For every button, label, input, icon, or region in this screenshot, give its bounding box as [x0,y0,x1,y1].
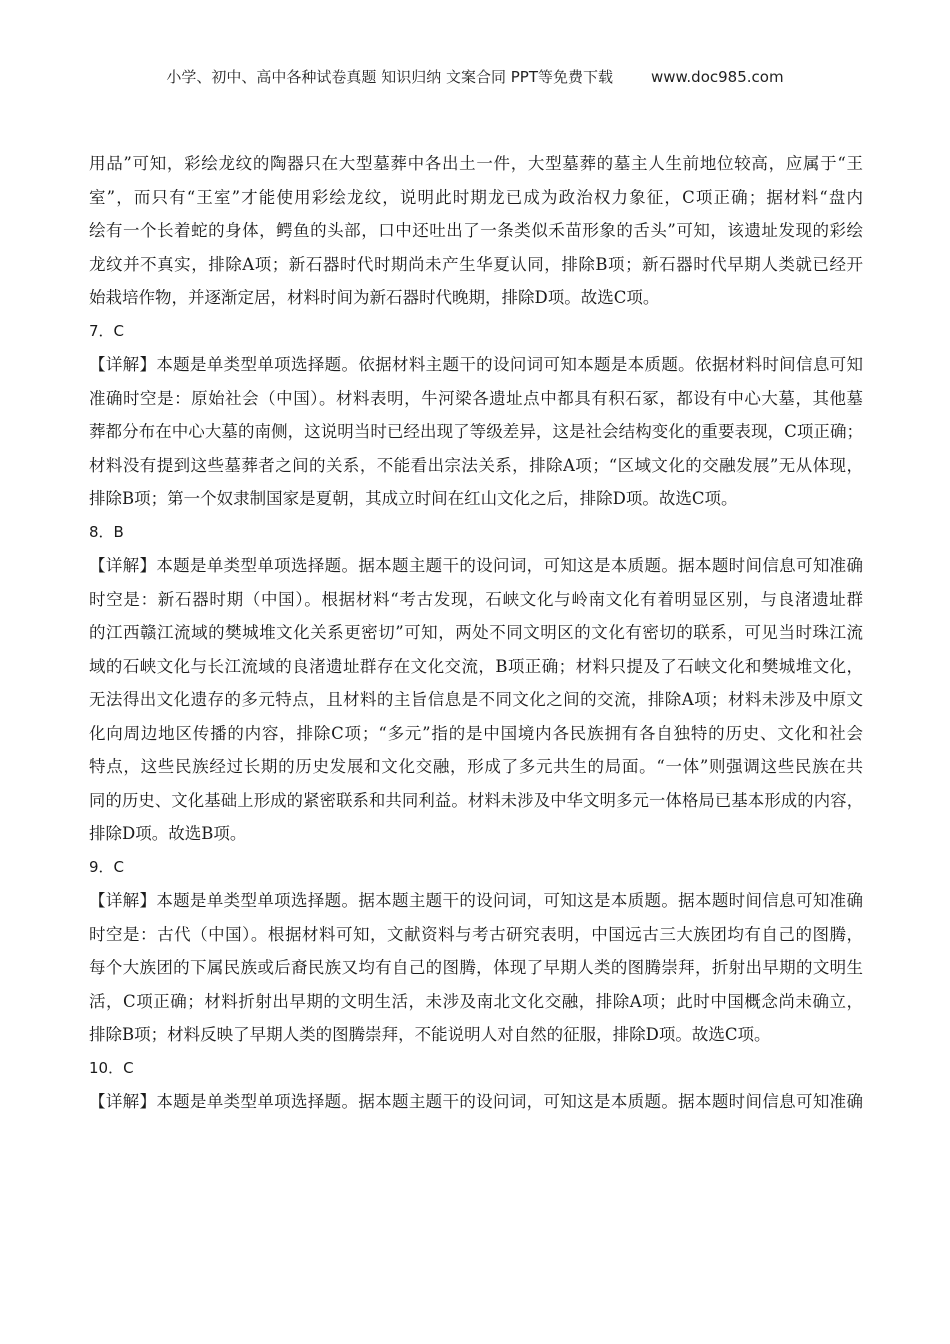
text-line: 室”，而只有“王室”才能使用彩绘龙纹，说明此时期龙已成为政治权力象征，C项正确；据材料“盘内 [89,187,863,207]
text-line: 【详解】本题是单类型单项选择题。依据材料主题干的设问词可知本题是本质题。依据材料时间信息可知 [89,355,863,374]
text-line: 材料没有提到这些墓葬者之间的关系，不能看出宗法关系，排除A项；“区域文化的交融发展”无从体现， [89,455,863,475]
text-line: 用品”可知，彩绘龙纹的陶器只在大型墓葬中各出土一件，大型墓葬的墓主人生前地位较高，应属于“王 [89,154,863,173]
answer-label: 8．B [89,522,124,541]
header-site-link[interactable]: www.doc985.com [650,68,784,86]
text-line: 的江西赣江流域的樊城堆文化关系更密切”可知，两处不同文明区的文化有密切的联系，可见当时珠江流 [89,623,863,642]
text-line: 域的石峡文化与长江流域的良渚遗址群存在文化交流，B项正确；材料只提及了石峡文化和樊城堆文化， [89,656,863,676]
text-line: 始栽培作物，并逐渐定居，材料时间为新石器时代晚期，排除D项。故选C项。 [89,288,660,307]
answer-label: 9．C [89,857,125,876]
text-line: 龙纹并不真实，排除A项；新石器时代时期尚未产生华夏认同，排除B项；新石器时代早期人类就已经开 [89,254,863,274]
page-header [0,66,950,87]
text-line: 化向周边地区传播的内容，排除C项；“多元”指的是中国境内各民族拥有各自独特的历史、文化和社会 [89,723,863,743]
text-line: 特点，这些民族经过长期的历史发展和文化交融，形成了多元共生的局面。“一体”则强调这些民族在共 [89,757,863,776]
answer-label: 7．C [89,321,125,340]
answer-label: 10．C [89,1058,134,1077]
text-line: 排除B项；第一个奴隶制国家是夏朝，其成立时间在红山文化之后，排除D项。故选C项。 [89,489,738,508]
text-line: 排除D项。故选B项。 [89,824,247,843]
text-line: 无法得出文化遗存的多元特点，且材料的主旨信息是不同文化之间的交流，排除A项；材料未涉及中原文 [89,690,863,709]
text-line: 时空是：新石器时期（中国）。根据材料“考古发现，石峡文化与岭南文化有着明显区别，与良渚遗址群 [89,589,863,609]
text-line: 准确时空是：原始社会（中国）。材料表明，牛河梁各遗址点中都具有积石冢，都设有中心大墓，其他墓 [89,388,863,408]
text-line: 活，C项正确；材料折射出早期的文明生活，未涉及南北文化交融，排除A项；此时中国概念尚未确立， [89,991,863,1011]
text-line: 每个大族团的下属民族或后裔民族又均有自己的图腾，体现了早期人类的图腾崇拜，折射出早期的文明生 [89,958,863,977]
text-line: 【详解】本题是单类型单项选择题。据本题主题干的设问词，可知这是本质题。据本题时间信息可知准确 [89,1092,863,1111]
document-body [89,147,863,1119]
text-line: 葬都分布在中心大墓的南侧，这说明当时已经出现了等级差异，这是社会结构变化的重要表现，C项正确； [89,422,863,441]
text-line: 时空是：古代（中国）。根据材料可知，文献资料与考古研究表明，中国远古三大族团均有自己的图腾， [89,924,863,944]
header-text: 小学、初中、高中各种试卷真题 知识归纳 文案合同 PPT等免费下载 [166,68,613,86]
text-line: 同的历史、文化基础上形成的紧密联系和共同利益。材料未涉及中华文明多元一体格局已基本形成的内容， [89,790,863,810]
text-line: 【详解】本题是单类型单项选择题。据本题主题干的设问词，可知这是本质题。据本题时间信息可知准确 [89,556,863,575]
text-line: 绘有一个长着蛇的身体，鳄鱼的头部，口中还吐出了一条类似禾苗形象的舌头”可知，该遗址发现的彩绘 [89,221,863,240]
text-line: 【详解】本题是单类型单项选择题。据本题主题干的设问词，可知这是本质题。据本题时间信息可知准确 [89,891,863,910]
text-line: 排除B项；材料反映了早期人类的图腾崇拜，不能说明人对自然的征服，排除D项。故选C项。 [89,1025,771,1044]
